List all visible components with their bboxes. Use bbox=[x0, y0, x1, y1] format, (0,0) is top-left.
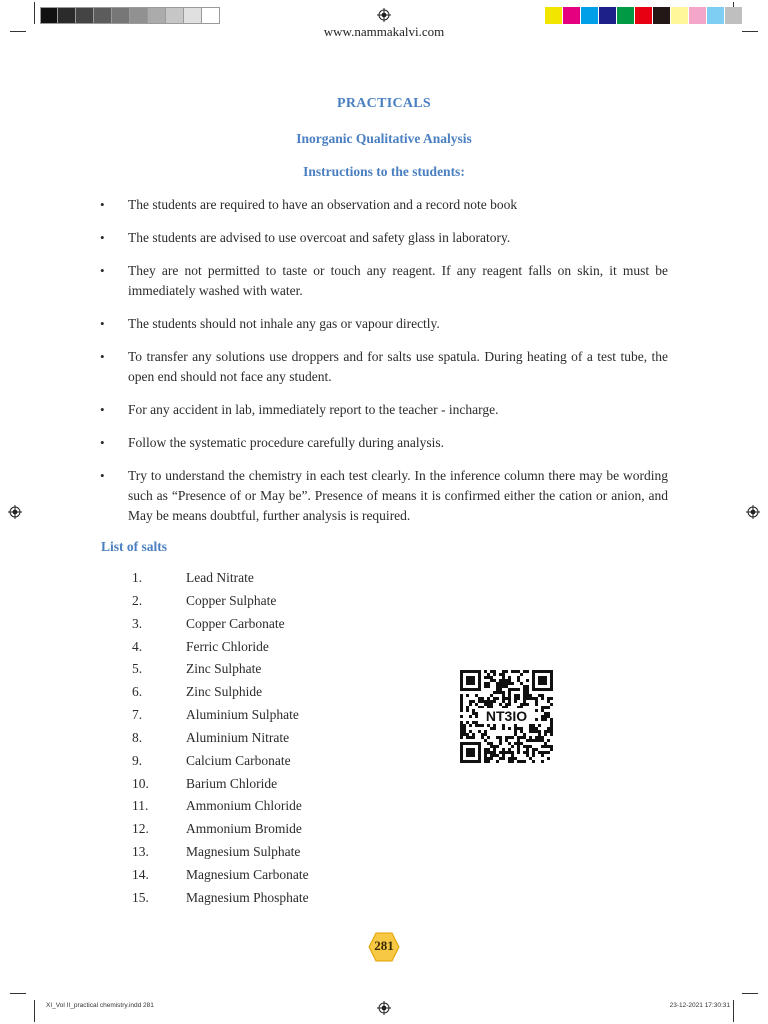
salt-number: 11. bbox=[132, 798, 149, 814]
list-item bbox=[132, 704, 309, 727]
list-item bbox=[100, 261, 668, 301]
instruction-text: The students are advised to use overcoat and safety glass in laboratory. bbox=[128, 230, 511, 245]
bullet-icon: • bbox=[100, 263, 105, 278]
list-item bbox=[132, 818, 309, 841]
list-item bbox=[132, 727, 309, 750]
bullet-icon: • bbox=[100, 316, 105, 331]
instructions-heading: Instructions to the students: bbox=[303, 164, 465, 179]
bullet-icon: • bbox=[100, 468, 105, 483]
registration-mark-icon bbox=[746, 505, 760, 519]
list-item bbox=[132, 750, 309, 773]
page-title: PRACTICALS bbox=[336, 96, 431, 111]
salt-number: 2. bbox=[132, 592, 143, 608]
registration-mark-icon bbox=[8, 505, 22, 519]
salt-number: 14. bbox=[132, 866, 149, 882]
page-number: 281 bbox=[374, 938, 394, 953]
salt-number: 15. bbox=[132, 889, 149, 905]
site-url: www.nammakalvi.com bbox=[323, 24, 445, 39]
salt-number: 1. bbox=[132, 570, 143, 585]
color-swatch bbox=[202, 7, 220, 24]
salt-number: 12. bbox=[132, 821, 149, 837]
salt-name: Copper Sulphate bbox=[186, 592, 277, 608]
salt-number: 3. bbox=[132, 615, 143, 631]
list-item bbox=[100, 466, 668, 526]
salt-number: 4. bbox=[132, 638, 143, 654]
color-swatch bbox=[184, 7, 202, 24]
salt-name: Lead Nitrate bbox=[186, 570, 254, 585]
salt-name: Magnesium Phosphate bbox=[186, 889, 309, 905]
instruction-text: They are not permitted to taste or touch any reagent. If any reagent falls on skin, it must be immediately washed with water. bbox=[128, 263, 668, 298]
salt-number: 9. bbox=[132, 752, 143, 768]
list-item bbox=[100, 433, 668, 453]
salt-number: 10. bbox=[132, 775, 149, 791]
list-item bbox=[132, 841, 309, 864]
salt-number: 8. bbox=[132, 729, 143, 745]
list-item bbox=[100, 347, 668, 387]
section-subtitle: Inorganic Qualitative Analysis bbox=[296, 131, 472, 146]
salt-name: Calcium Carbonate bbox=[186, 752, 291, 768]
salt-number: 13. bbox=[132, 844, 149, 860]
color-swatch bbox=[545, 7, 563, 24]
salt-name: Ferric Chloride bbox=[186, 638, 269, 654]
instruction-text: To transfer any solutions use droppers and for salts use spatula. During heating of a test tube, the open end should not face any student. bbox=[128, 349, 668, 384]
color-swatch bbox=[689, 7, 707, 24]
salt-name: Ammonium Chloride bbox=[186, 798, 302, 814]
instructions-list bbox=[100, 195, 668, 539]
bullet-icon: • bbox=[100, 402, 105, 417]
list-item bbox=[132, 567, 309, 590]
color-swatch bbox=[725, 7, 743, 24]
list-item bbox=[132, 658, 309, 681]
list-item bbox=[132, 887, 309, 910]
list-item bbox=[100, 314, 668, 334]
salt-name: Barium Chloride bbox=[186, 775, 278, 791]
footer-timestamp: 23-12-2021 17:30:31 bbox=[669, 1002, 730, 1009]
instruction-text: The students should not inhale any gas or vapour directly. bbox=[128, 316, 440, 331]
salt-name: Zinc Sulphide bbox=[186, 684, 263, 700]
salt-number: 6. bbox=[132, 684, 143, 700]
color-swatch bbox=[653, 7, 671, 24]
color-swatch bbox=[130, 7, 148, 24]
instruction-text: For any accident in lab, immediately report to the teacher - incharge. bbox=[128, 402, 499, 417]
salt-number: 7. bbox=[132, 707, 143, 723]
list-item bbox=[100, 228, 668, 248]
list-item bbox=[132, 773, 309, 796]
list-item bbox=[132, 613, 309, 636]
color-swatch bbox=[599, 7, 617, 24]
salts-list bbox=[132, 567, 309, 910]
registration-mark-icon bbox=[377, 1001, 391, 1015]
list-item bbox=[100, 195, 668, 215]
color-swatch bbox=[166, 7, 184, 24]
list-item bbox=[132, 864, 309, 887]
salt-name: Magnesium Sulphate bbox=[186, 844, 301, 860]
footer-file-info: XI_Vol II_practical chemistry.indd 281 bbox=[46, 1002, 154, 1009]
salts-heading: List of salts bbox=[101, 539, 168, 554]
salt-name: Magnesium Carbonate bbox=[186, 866, 309, 882]
color-swatch bbox=[671, 7, 689, 24]
qr-code-icon[interactable] bbox=[460, 670, 553, 763]
color-swatch bbox=[563, 7, 581, 24]
salt-name: Aluminium Nitrate bbox=[186, 729, 290, 745]
color-swatch bbox=[581, 7, 599, 24]
salt-name: Zinc Sulphate bbox=[186, 661, 262, 677]
bullet-icon: • bbox=[100, 435, 105, 450]
instruction-text: Try to understand the chemistry in each test clearly. In the inference column there may be wording such as “Presence of or May be”. Presence of means it is confirmed either the cation or anion, and May be means doubtful, further analysis is required. bbox=[128, 468, 668, 523]
list-item bbox=[132, 795, 309, 818]
salt-number: 5. bbox=[132, 661, 143, 677]
bullet-icon: • bbox=[100, 230, 105, 245]
color-swatch bbox=[94, 7, 112, 24]
color-swatch bbox=[112, 7, 130, 24]
bullet-icon: • bbox=[100, 349, 105, 364]
list-item bbox=[132, 681, 309, 704]
salt-name: Aluminium Sulphate bbox=[186, 707, 299, 723]
bullet-icon: • bbox=[100, 197, 105, 212]
salt-name: Ammonium Bromide bbox=[186, 821, 302, 837]
list-item bbox=[100, 400, 668, 420]
instruction-text: The students are required to have an observation and a record note book bbox=[128, 197, 518, 212]
color-calibration-bar bbox=[545, 7, 743, 24]
color-swatch bbox=[635, 7, 653, 24]
color-swatch bbox=[40, 7, 58, 24]
list-item bbox=[132, 636, 309, 659]
registration-mark-icon bbox=[377, 8, 391, 22]
color-swatch bbox=[707, 7, 725, 24]
grayscale-calibration-bar bbox=[40, 7, 220, 24]
color-swatch bbox=[58, 7, 76, 24]
instruction-text: Follow the systematic procedure carefully during analysis. bbox=[128, 435, 445, 450]
salt-name: Copper Carbonate bbox=[186, 615, 285, 631]
list-item bbox=[132, 590, 309, 613]
color-swatch bbox=[148, 7, 166, 24]
color-swatch bbox=[617, 7, 635, 24]
qr-code-label: NT3IO bbox=[485, 708, 528, 724]
color-swatch bbox=[76, 7, 94, 24]
